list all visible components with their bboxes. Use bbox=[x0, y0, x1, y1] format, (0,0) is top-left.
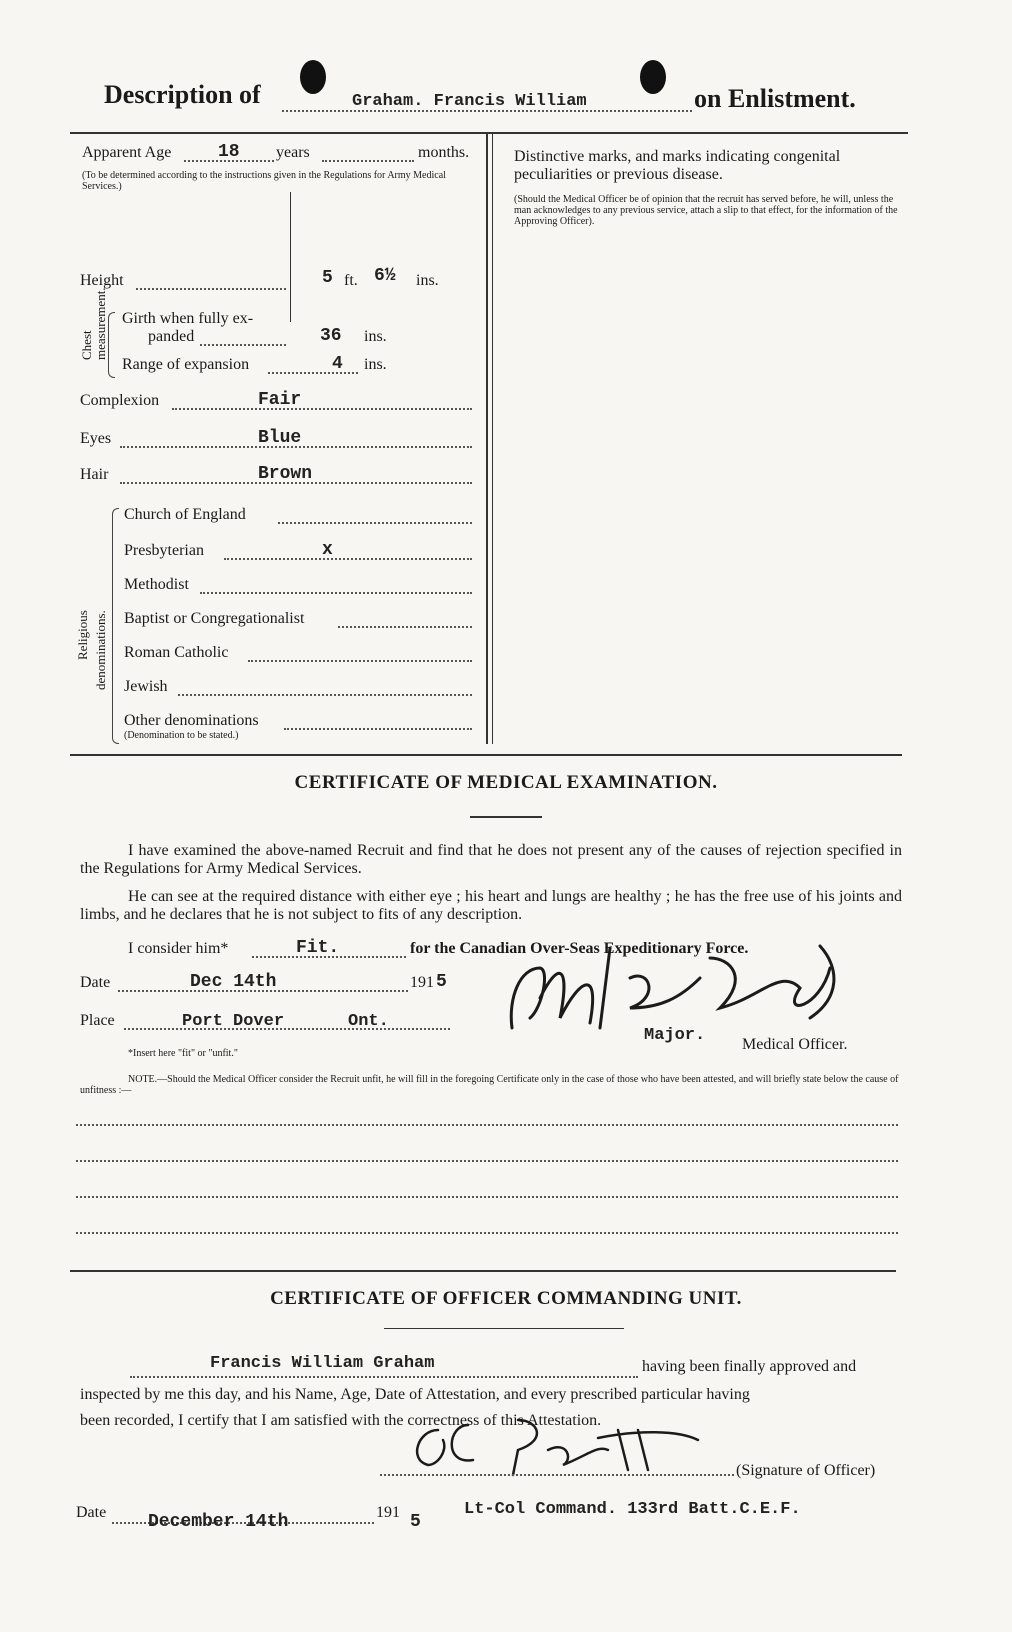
medical-officer-signature bbox=[500, 938, 860, 1038]
range-line bbox=[268, 372, 358, 374]
punch-hole-right bbox=[640, 60, 666, 94]
complexion-value: Fair bbox=[258, 390, 302, 410]
girth-label-1: Girth when fully ex- bbox=[122, 310, 254, 327]
commanding-date-value: December 14th bbox=[148, 1512, 289, 1532]
religion-side-label-1: Religious bbox=[75, 610, 90, 660]
range-value: 4 bbox=[332, 354, 343, 374]
unfitness-line bbox=[76, 1160, 898, 1162]
place-line bbox=[124, 1028, 450, 1030]
place-province: Ont. bbox=[348, 1012, 389, 1031]
age-label: Apparent Age bbox=[82, 144, 172, 161]
commanding-officer-title: Lt-Col Command. 133rd Batt.C.E.F. bbox=[464, 1500, 801, 1519]
commanding-officer-signature bbox=[398, 1410, 728, 1480]
section-rule-2 bbox=[70, 1270, 896, 1272]
height-ft-label: ft. bbox=[344, 272, 358, 289]
girth-unit: ins. bbox=[364, 328, 387, 345]
signature-line bbox=[380, 1474, 734, 1476]
section-rule-1 bbox=[70, 754, 902, 756]
column-divider-2 bbox=[492, 134, 493, 744]
range-unit: ins. bbox=[364, 356, 387, 373]
religion-item: Presbyterian bbox=[124, 542, 204, 559]
medical-officer-label: Medical Officer. bbox=[742, 1036, 848, 1053]
punch-hole-left bbox=[300, 60, 326, 94]
religion-mark: x bbox=[322, 540, 333, 560]
top-rule bbox=[70, 132, 908, 134]
medical-heading-rule bbox=[470, 816, 542, 818]
complexion-label: Complexion bbox=[80, 392, 160, 409]
religion-item: Church of England bbox=[124, 506, 246, 523]
commanding-date-year: 191 bbox=[376, 1504, 400, 1521]
religion-line bbox=[284, 728, 472, 730]
medical-para-2: He can see at the required distance with either eye ; his heart and lungs are healthy ; he has the free use of his joints and limbs, and he declares that he is not subject to fits of any description. bbox=[80, 888, 902, 923]
religion-line bbox=[200, 592, 472, 594]
religion-line bbox=[178, 694, 472, 696]
medical-heading: CERTIFICATE OF MEDICAL EXAMINATION. bbox=[294, 772, 718, 793]
height-feet: 5 bbox=[322, 268, 333, 288]
religion-item: Baptist or Congregationalist bbox=[124, 610, 305, 627]
place-value: Port Dover bbox=[182, 1012, 285, 1031]
height-line bbox=[136, 288, 286, 290]
insert-note: *Insert here "fit" or "unfit." bbox=[128, 1048, 238, 1059]
column-divider bbox=[486, 134, 488, 744]
commanding-recruit-name: Francis William Graham bbox=[210, 1354, 435, 1373]
commanding-para-3: been recorded, I certify that I am satisfied with the correctness of this Attestation. bbox=[80, 1412, 602, 1429]
unfitness-line bbox=[76, 1196, 898, 1198]
commanding-heading-rule bbox=[384, 1328, 624, 1329]
unfitness-line bbox=[76, 1124, 898, 1126]
age-value: 18 bbox=[218, 142, 240, 162]
range-label: Range of expansion bbox=[122, 356, 250, 373]
chest-side-label: Chest measurement. bbox=[79, 287, 108, 360]
medical-officer-rank: Major. bbox=[644, 1026, 706, 1045]
commanding-para-1: having been finally approved and bbox=[642, 1358, 857, 1375]
age-years: years bbox=[276, 144, 310, 161]
height-ins-label: ins. bbox=[416, 272, 439, 289]
religion-item: Other denominations bbox=[124, 712, 259, 729]
religion-item: Roman Catholic bbox=[124, 644, 229, 661]
hair-value: Brown bbox=[258, 464, 313, 484]
complexion-line bbox=[172, 408, 472, 410]
title-suffix: on Enlistment. bbox=[694, 84, 856, 113]
place-label: Place bbox=[80, 1012, 115, 1029]
girth-line bbox=[200, 344, 286, 346]
height-inches: 6½ bbox=[374, 266, 396, 286]
fitness-value: Fit. bbox=[296, 938, 340, 958]
religion-line bbox=[224, 558, 472, 560]
marks-heading: Distinctive marks, and marks indicating congenital peculiarities or previous disease. bbox=[514, 148, 841, 183]
consider-label: I consider him* bbox=[128, 940, 229, 957]
unfitness-line bbox=[76, 1232, 898, 1234]
eyes-value: Blue bbox=[258, 428, 302, 448]
medical-date-year-digit: 5 bbox=[436, 972, 447, 992]
religion-item: Jewish bbox=[124, 678, 168, 695]
religion-line bbox=[338, 626, 472, 628]
eyes-label: Eyes bbox=[80, 430, 112, 447]
commanding-date-year-digit: 5 bbox=[410, 1512, 421, 1532]
measure-divider bbox=[290, 192, 291, 322]
girth-label-2: panded bbox=[148, 328, 195, 345]
recruit-name: Graham. Francis William bbox=[352, 92, 587, 111]
religion-bracket bbox=[112, 508, 119, 744]
hair-label: Hair bbox=[80, 466, 109, 483]
title-prefix: Description of bbox=[104, 80, 261, 109]
girth-value: 36 bbox=[320, 326, 342, 346]
page-title bbox=[104, 80, 261, 110]
age-months: months. bbox=[418, 144, 470, 161]
months-line bbox=[322, 160, 414, 162]
religion-other-note: (Denomination to be stated.) bbox=[124, 730, 239, 741]
religion-line bbox=[248, 660, 472, 662]
medical-date-value: Dec 14th bbox=[190, 972, 277, 992]
religion-side-label-2: denominations. bbox=[93, 610, 108, 690]
commanding-date-label: Date bbox=[76, 1504, 107, 1521]
medical-date-label: Date bbox=[80, 974, 111, 991]
commanding-heading: CERTIFICATE OF OFFICER COMMANDING UNIT. bbox=[270, 1288, 742, 1309]
medical-para-1: I have examined the above-named Recruit and find that he does not present any of the causes of rejection specified in the Regulations for Army Medical Services. bbox=[80, 842, 902, 877]
chest-bracket bbox=[108, 312, 115, 378]
medical-note: NOTE.—Should the Medical Officer consider the Recruit unfit, he will fill in the foregoing Certificate only in the case of those who have been attested, and will briefly state below the cause of unfitness :— bbox=[80, 1074, 899, 1096]
religion-item: Methodist bbox=[124, 576, 189, 593]
signature-label: (Signature of Officer) bbox=[736, 1462, 876, 1479]
medical-date-year: 191 bbox=[410, 974, 434, 991]
religion-line bbox=[278, 522, 472, 524]
height-label: Height bbox=[80, 272, 124, 289]
marks-note: (Should the Medical Officer be of opinion that the recruit has served before, he will, unless the man acknowledges to any previous service, attach a slip to that effect, for the information of the Approving Officer). bbox=[514, 194, 898, 227]
commanding-para-2: inspected by me this day, and his Name, Age, Date of Attestation, and every prescribed particular having bbox=[80, 1386, 750, 1403]
age-note: (To be determined according to the instructions given in the Regulations for Army Medical Services.) bbox=[82, 170, 446, 192]
commanding-name-line bbox=[130, 1376, 638, 1378]
consider-suffix: for the Canadian Over-Seas Expeditionary Force. bbox=[410, 940, 749, 957]
